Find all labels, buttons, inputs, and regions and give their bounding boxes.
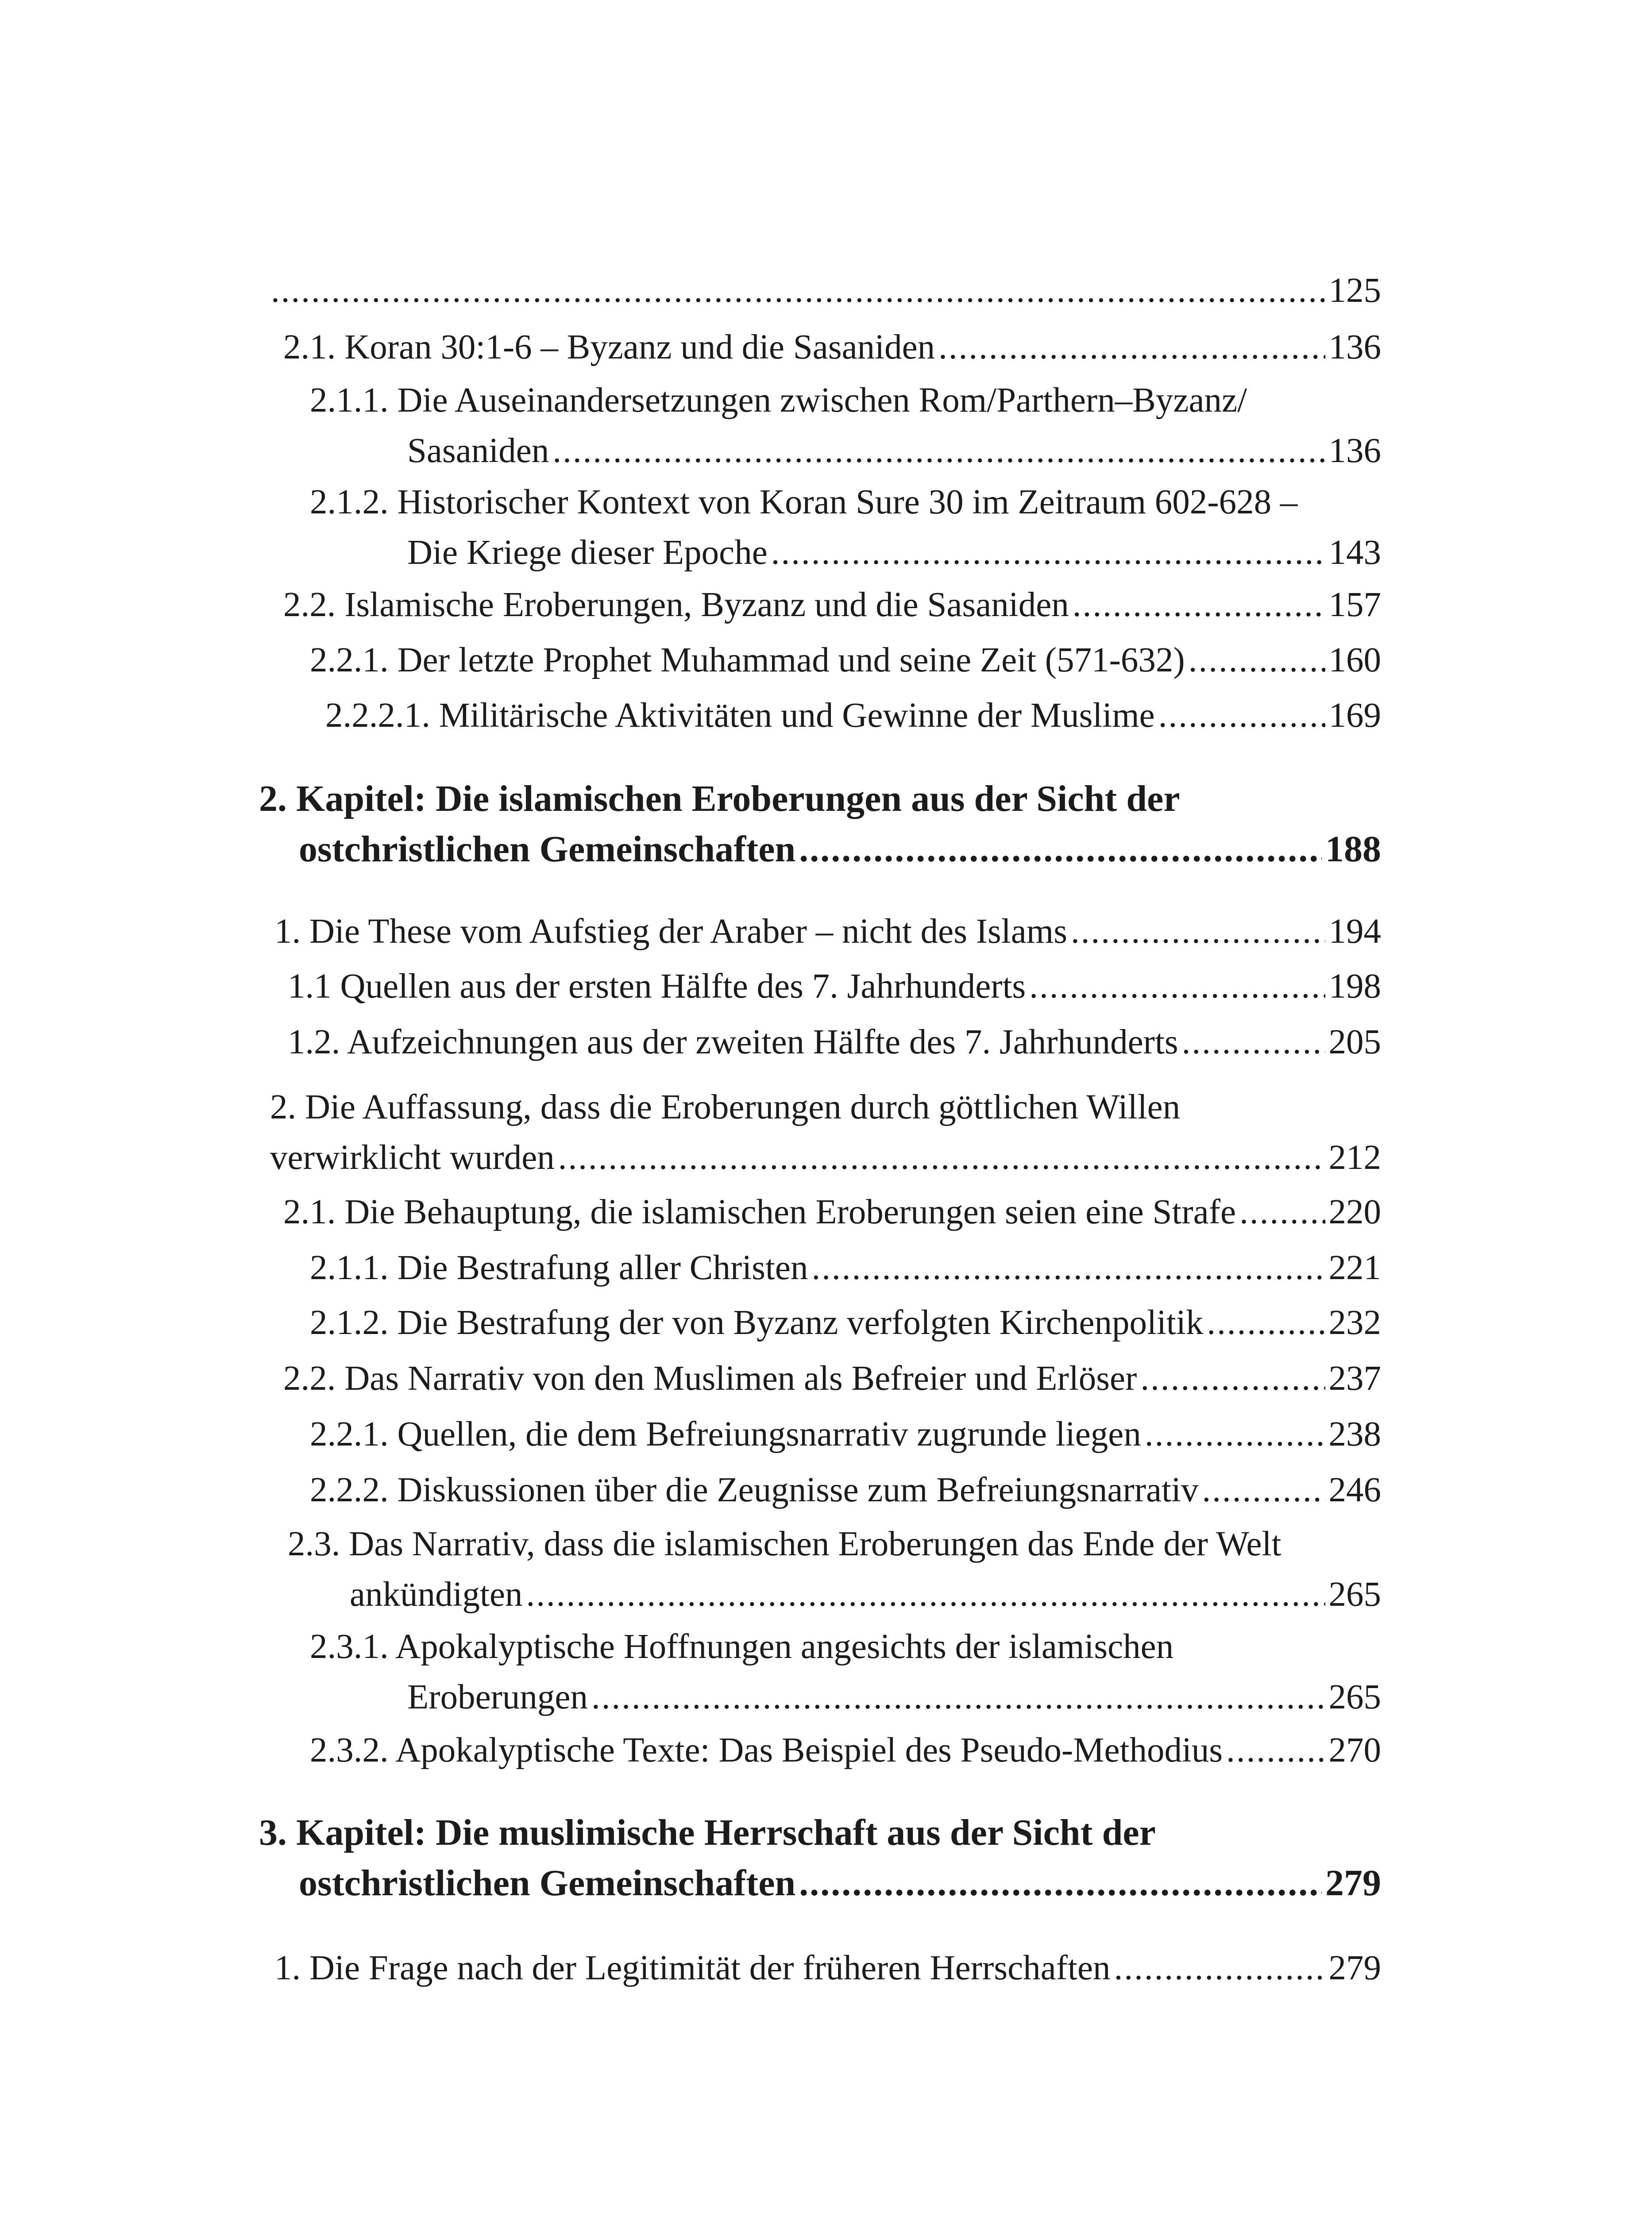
toc-page-number: 265	[1328, 1678, 1381, 1716]
toc-entry	[310, 1622, 1381, 1723]
toc-page-number: 143	[1328, 533, 1381, 572]
toc-page-number: 279	[1328, 1949, 1381, 1987]
toc-entry-number: 2.2.	[283, 586, 336, 624]
toc-entry-title-line1: Historischer Kontext von Koran Sure 30 im Zeitraum 602-628 –	[397, 483, 1298, 521]
toc-chapter-number: 2. Kapitel:	[259, 778, 426, 819]
toc-entry-number: 2.1.1.	[310, 381, 389, 420]
toc-entry-number: 1.	[274, 1949, 301, 1987]
toc-entry	[310, 635, 1381, 686]
toc-entry	[310, 477, 1381, 578]
toc-chapter-title-line2: ostchristlichen Gemeinschaften	[299, 829, 796, 870]
toc-entry	[288, 1017, 1381, 1068]
toc-entry-title: Die Behauptung, die islamischen Eroberungen seien eine Strafe	[344, 1193, 1236, 1231]
toc-entry-title: Das Narrativ von den Muslimen als Befreier und Erlöser	[344, 1359, 1137, 1398]
toc-entry-number: 2.1.	[283, 328, 336, 366]
toc-entry-title: Quellen, die dem Befreiungsnarrativ zugrunde liegen	[397, 1415, 1141, 1453]
toc-page-number: 279	[1325, 1862, 1381, 1904]
toc-chapter-heading	[259, 1808, 1381, 1908]
toc-entry	[310, 1409, 1381, 1460]
toc-entry	[310, 1243, 1381, 1293]
toc-chapter-number: 3. Kapitel:	[259, 1812, 426, 1853]
toc-entry-title-line2: Sasaniden	[407, 432, 549, 470]
toc-entry	[288, 1519, 1381, 1620]
toc-entry-title: Quellen aus der ersten Hälfte des 7. Jahrhunderts	[340, 967, 1026, 1006]
toc-page-number: 194	[1328, 912, 1381, 951]
toc-entry-title: Militärische Aktivitäten und Gewinne der Muslime	[439, 696, 1155, 735]
toc-entry-title-line1: Die Auffassung, dass die Eroberungen durch göttlichen Willen	[305, 1088, 1181, 1126]
toc-entry-title: Diskussionen über die Zeugnisse zum Befreiungsnarrativ	[397, 1471, 1199, 1509]
toc-page-number: 221	[1328, 1249, 1381, 1287]
toc-entry-title: Koran 30:1-6 – Byzanz und die Sasaniden	[344, 328, 935, 366]
toc-entry-title-line1: Das Narrativ, dass die islamischen Eroberungen das Ende der Welt	[349, 1525, 1281, 1563]
toc-entry-title: Apokalyptische Texte: Das Beispiel des Pseudo-Methodius	[395, 1731, 1223, 1770]
toc-entry-title: Die Bestrafung aller Christen	[397, 1249, 808, 1287]
toc-entry-number: 2.2.1.	[310, 1415, 389, 1453]
toc-entry-number: 2.1.1.	[310, 1249, 389, 1287]
toc-entry-number: 2.2.1.	[310, 641, 389, 679]
toc-entry	[283, 1353, 1381, 1404]
toc-entry-title-line2: Eroberungen	[407, 1678, 588, 1716]
toc-entry	[274, 1943, 1381, 1993]
toc-entry-number: 1.2.	[288, 1023, 340, 1061]
toc-entry-number: 2.3.	[288, 1525, 340, 1563]
toc-entry-title-line2: ankündigten	[350, 1575, 523, 1614]
toc-page-number: 238	[1328, 1415, 1381, 1453]
toc-entry-number: 2.2.	[283, 1359, 336, 1398]
toc-chapter-title-line1: Die islamischen Eroberungen aus der Sicht der	[435, 778, 1180, 819]
toc-page-number: 136	[1328, 432, 1381, 470]
toc-entry	[283, 322, 1381, 373]
toc-entry-title: Aufzeichnungen aus der zweiten Hälfte des 7. Jahrhunderts	[347, 1023, 1178, 1061]
toc-page-number: 169	[1328, 696, 1381, 735]
toc-entry	[310, 375, 1381, 476]
toc-page-number: 246	[1328, 1471, 1381, 1509]
toc-entry-number: 1.	[274, 912, 301, 951]
toc-entry	[283, 1187, 1381, 1238]
toc-entry	[283, 580, 1381, 630]
toc-entry	[270, 1082, 1381, 1183]
toc-entry	[310, 1298, 1381, 1348]
toc-entry-number: 2.1.2.	[310, 1303, 389, 1342]
toc-entry-number: 2.1.2.	[310, 483, 389, 521]
toc-entry-title: Die Frage nach der Legitimität der früheren Herrschaften	[309, 1949, 1111, 1987]
toc-page-number: 157	[1328, 586, 1381, 624]
toc-entry-number: 2.3.2.	[310, 1731, 389, 1770]
toc-page-number: 125	[1328, 271, 1381, 310]
toc-entry-title-line2: verwirklicht wurden	[270, 1138, 555, 1177]
toc-entry	[310, 1725, 1381, 1776]
toc-entry-title: Islamische Eroberungen, Byzanz und die Sasaniden	[344, 586, 1069, 624]
toc-page-number: 265	[1328, 1575, 1381, 1614]
toc-chapter-title-line2: ostchristlichen Gemeinschaften	[299, 1862, 796, 1904]
toc-page-number: 188	[1325, 829, 1381, 870]
toc-entry-number: 2.1.	[283, 1193, 336, 1231]
toc-chapter-heading	[259, 774, 1381, 875]
toc-page-number: 212	[1328, 1138, 1381, 1177]
toc-entry-title-line2: Die Kriege dieser Epoche	[407, 533, 768, 572]
toc-chapter-title-line1: Die muslimische Herrschaft aus der Sicht der	[435, 1812, 1156, 1853]
toc-entry-number: 2.2.2.	[310, 1471, 389, 1509]
toc-entry	[271, 266, 1381, 316]
toc-entry	[274, 906, 1381, 957]
toc-page-number: 136	[1328, 328, 1381, 366]
toc-page-number: 220	[1328, 1193, 1381, 1231]
toc-page-number: 270	[1328, 1731, 1381, 1770]
toc-entry	[325, 690, 1381, 741]
toc-entry-number: 2.3.1.	[310, 1627, 389, 1666]
toc-entry-number: 2.	[270, 1088, 297, 1126]
toc-entry	[288, 961, 1381, 1012]
toc-entry-title: Die These vom Aufstieg der Araber – nicht des Islams	[309, 912, 1068, 951]
toc-entry-title-line1: Apokalyptische Hoffnungen angesichts der islamischen	[395, 1627, 1174, 1666]
toc-entry-number: 1.1	[288, 967, 332, 1006]
toc-entry-title-line1: Die Auseinandersetzungen zwischen Rom/Parthern–Byzanz/	[397, 381, 1247, 420]
toc-entry-number: 2.2.2.1.	[325, 696, 430, 735]
toc-entry-title: Die Bestrafung der von Byzanz verfolgten Kirchenpolitik	[397, 1303, 1204, 1342]
toc-page-number: 198	[1328, 967, 1381, 1006]
toc-page-number: 232	[1328, 1303, 1381, 1342]
toc-entry	[310, 1465, 1381, 1515]
toc-page-number: 205	[1328, 1023, 1381, 1061]
toc-entry-title: Der letzte Prophet Muhammad und seine Zeit (571-632)	[397, 641, 1185, 679]
toc-page-number: 237	[1328, 1359, 1381, 1398]
toc-page-number: 160	[1328, 641, 1381, 679]
